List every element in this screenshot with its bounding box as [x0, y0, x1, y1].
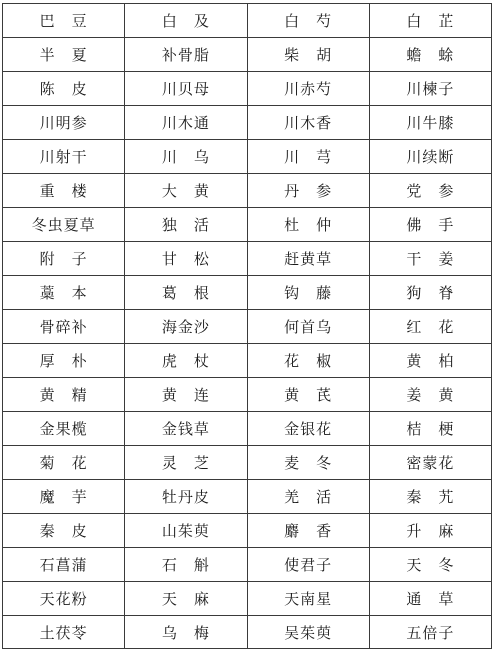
herb-name-cell: 厚 朴 [3, 344, 125, 378]
herb-name-cell: 乌 梅 [125, 616, 247, 649]
herb-name-cell: 土茯苓 [3, 616, 125, 649]
herb-name-cell: 天南星 [247, 582, 369, 616]
herb-name-cell: 密蒙花 [369, 446, 491, 480]
table-row [3, 616, 492, 649]
herb-name-cell: 川木通 [125, 106, 247, 140]
herb-name-table [2, 3, 492, 649]
table-row [3, 72, 492, 106]
herb-name-cell: 石 斛 [125, 548, 247, 582]
herb-name-cell: 补骨脂 [125, 38, 247, 72]
herb-name-cell: 灵 芝 [125, 446, 247, 480]
herb-name-cell: 吴茱萸 [247, 616, 369, 649]
table-row [3, 106, 492, 140]
table-row [3, 310, 492, 344]
herb-name-cell: 牡丹皮 [125, 480, 247, 514]
herb-name-cell: 藁 本 [3, 276, 125, 310]
table-row [3, 208, 492, 242]
herb-name-cell: 麝 香 [247, 514, 369, 548]
herb-name-cell: 冬虫夏草 [3, 208, 125, 242]
herb-name-cell: 川 乌 [125, 140, 247, 174]
herb-name-cell: 葛 根 [125, 276, 247, 310]
herb-name-cell: 黄 连 [125, 378, 247, 412]
herb-name-cell: 虎 杖 [125, 344, 247, 378]
herb-name-cell: 川牛膝 [369, 106, 491, 140]
herb-name-cell: 天花粉 [3, 582, 125, 616]
herb-name-cell: 陈 皮 [3, 72, 125, 106]
herb-name-cell: 川 芎 [247, 140, 369, 174]
herb-name-cell: 秦 皮 [3, 514, 125, 548]
herb-name-cell: 五倍子 [369, 616, 491, 649]
herb-name-cell: 花 椒 [247, 344, 369, 378]
herb-name-cell: 金果榄 [3, 412, 125, 446]
herb-name-cell: 蟾 蜍 [369, 38, 491, 72]
table-row [3, 344, 492, 378]
table-row [3, 38, 492, 72]
table-row [3, 378, 492, 412]
herb-name-cell: 赶黄草 [247, 242, 369, 276]
herb-name-cell: 黄 芪 [247, 378, 369, 412]
table-row [3, 4, 492, 38]
table-row [3, 480, 492, 514]
herb-name-cell: 何首乌 [247, 310, 369, 344]
herb-name-cell: 金钱草 [125, 412, 247, 446]
herb-name-cell: 白 及 [125, 4, 247, 38]
herb-name-cell: 甘 松 [125, 242, 247, 276]
herb-name-cell: 天 冬 [369, 548, 491, 582]
herb-name-cell: 金银花 [247, 412, 369, 446]
herb-name-cell: 羌 活 [247, 480, 369, 514]
herb-name-cell: 独 活 [125, 208, 247, 242]
herb-name-cell: 重 楼 [3, 174, 125, 208]
herb-name-cell: 狗 脊 [369, 276, 491, 310]
table-row [3, 174, 492, 208]
herb-name-cell: 天 麻 [125, 582, 247, 616]
herb-name-cell: 川射干 [3, 140, 125, 174]
herb-name-cell: 川木香 [247, 106, 369, 140]
herb-name-cell: 红 花 [369, 310, 491, 344]
table-row [3, 276, 492, 310]
table-row [3, 446, 492, 480]
herb-name-cell: 川赤芍 [247, 72, 369, 106]
herb-name-cell: 杜 仲 [247, 208, 369, 242]
table-row [3, 514, 492, 548]
herb-name-cell: 黄 柏 [369, 344, 491, 378]
herb-table-body [3, 4, 492, 649]
herb-name-cell: 附 子 [3, 242, 125, 276]
herb-name-cell: 骨碎补 [3, 310, 125, 344]
herb-name-cell: 黄 精 [3, 378, 125, 412]
herb-name-cell: 钩 藤 [247, 276, 369, 310]
herb-name-cell: 柴 胡 [247, 38, 369, 72]
herb-name-cell: 巴 豆 [3, 4, 125, 38]
herb-name-cell: 秦 艽 [369, 480, 491, 514]
herb-name-cell: 石菖蒲 [3, 548, 125, 582]
herb-name-cell: 通 草 [369, 582, 491, 616]
herb-name-cell: 白 芷 [369, 4, 491, 38]
herb-name-cell: 麦 冬 [247, 446, 369, 480]
herb-name-cell: 山茱萸 [125, 514, 247, 548]
herb-name-cell: 佛 手 [369, 208, 491, 242]
table-row [3, 412, 492, 446]
herb-name-cell: 大 黄 [125, 174, 247, 208]
herb-name-cell: 川明参 [3, 106, 125, 140]
herb-name-cell: 党 参 [369, 174, 491, 208]
herb-name-cell: 干 姜 [369, 242, 491, 276]
herb-name-cell: 川楝子 [369, 72, 491, 106]
herb-name-cell: 丹 参 [247, 174, 369, 208]
herb-name-cell: 白 芍 [247, 4, 369, 38]
herb-name-cell: 魔 芋 [3, 480, 125, 514]
herb-name-cell: 姜 黄 [369, 378, 491, 412]
herb-name-cell: 桔 梗 [369, 412, 491, 446]
table-row [3, 548, 492, 582]
table-row [3, 582, 492, 616]
table-row [3, 140, 492, 174]
herb-name-cell: 海金沙 [125, 310, 247, 344]
table-row [3, 242, 492, 276]
herb-name-cell: 使君子 [247, 548, 369, 582]
herb-name-cell: 菊 花 [3, 446, 125, 480]
herb-name-cell: 川贝母 [125, 72, 247, 106]
herb-name-cell: 半 夏 [3, 38, 125, 72]
herb-name-cell: 升 麻 [369, 514, 491, 548]
herb-name-cell: 川续断 [369, 140, 491, 174]
